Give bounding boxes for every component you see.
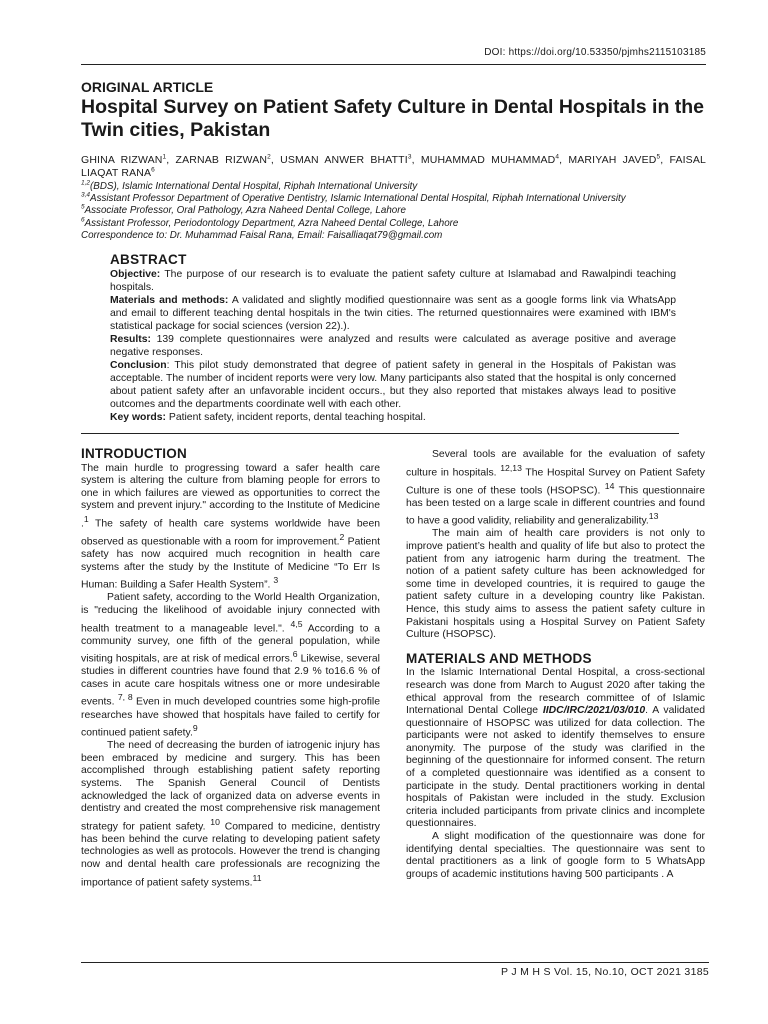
author-affiliation-marker: 4	[555, 153, 560, 161]
intro-paragraph: The main hurdle to progressing toward a safer health care system is altering the culture from blaming people for errors to one in which failures are viewed as opportunities to correct the system and prevent injury." according to the Institute of Medicine .$^1$ The safety of health care systems worldwide have been observed as questionable with a room for improvement.$^2$ Patient safety has now acquired much recognition in health care systems after the study by the Institute of Medicine “To Err Is Human: Building a Safer Health System”. $^3$	[81, 462, 380, 591]
author-affiliation-marker: 2	[267, 153, 271, 161]
citation: 10	[210, 816, 220, 827]
methods-paragraph: In the Islamic International Dental Hospital, a cross-sectional research was done from March to August 2020 after taking the ethical approval from the research committee of of Islamic International Dental College IIDC/IRC/2021/03/010. A validated questionnaire of HSOPSC was utilized for data collection. The participants were not asked to identify themselves to ensure anonymity. The purpose of the study was clarified in the beginning of the questionnaire for informed consent. The return of a completed questionnaire was identified as a consent to participate in the study. Dental practitioners working in dental hospitals of Pakistan were included in the study. Exclusion criteria included participants from private clinics and incomplete questionnaires.	[406, 667, 705, 830]
footer-rule	[81, 962, 709, 963]
author-affiliation-marker: 6	[151, 166, 155, 174]
abstract-conclusion: Conclusion: This pilot study demonstrated that degree of patient safety in general in the Hospitals of Pakistan was acceptable. The number of incident reports were very low. Many participants also stated that the hospital is only concerned about patient safety after an unfavorable incident occurs., but they also reported that mistakes always lead to positive outcomes and the departments coordinate well with each other.	[110, 360, 676, 410]
abstract-results: Results: 139 complete questionnaires were analyzed and results were calculated as average positive and average negative responses.	[110, 334, 676, 358]
left-column	[81, 448, 380, 890]
author-name: MARIYAH JAVED	[568, 154, 657, 166]
abstract-keywords: Key words: Patient safety, incident reports, dental teaching hospital.	[110, 412, 426, 423]
introduction-heading: INTRODUCTION	[81, 446, 187, 461]
author-name: FAISAL LIAQAT RANA	[81, 154, 706, 179]
citation: 6	[292, 649, 298, 660]
methods-paragraph: A slight modification of the questionnaire was done for identifying dental specialties. The questionnaire was sent to dental practitioners as a link of google form to 5 WhatsApp groups of academic institutions having 500 participants . A	[406, 831, 705, 880]
citation: 2	[339, 532, 345, 543]
right-column	[406, 449, 705, 881]
article-title: Hospital Survey on Patient Safety Culture in Dental Hospitals in the Twin cities, Pakistan	[81, 96, 705, 141]
author-name: GHINA RIZWAN	[81, 154, 163, 166]
abstract-methods: Materials and methods: A validated and slightly modified questionnaire was sent as a google forms link via WhatsApp and email to different teaching dental hospitals in the twin cities. The returned questionnaires were examined with IBM's statistical package for social sciences (version 22).).	[110, 295, 676, 332]
journal-footer: P J M H S Vol. 15, No.10, OCT 2021 3185	[500, 966, 709, 978]
intro-paragraph: The need of decreasing the burden of iatrogenic injury has been embraced by medicine and surgery. This has been accomplished through establishing patient safety reporting systems. The Spanish General Council of Dentists acknowledged the lack of organized data on adverse events in dentistry and created the most comprehensive risk management strategy for patient safety. $^{10}$ Compared to medicine, dentistry has been behind the curve relating to developing patient safety technologies as well as protocols. However the trend is changing now and dental health care professionals are recognizing the importance of patient safety systems.$^{11}$	[81, 740, 380, 889]
abstract-heading: ABSTRACT	[110, 252, 187, 267]
doi-link[interactable]: DOI: https://doi.org/10.53350/pjmhs2115103185	[484, 47, 706, 58]
methods-heading: MATERIALS AND METHODS	[406, 650, 592, 666]
abstract-rule	[81, 433, 679, 434]
affiliation-line: $^{1,2}$(BDS), Islamic International Dental Hospital, Riphah International University	[81, 179, 418, 192]
citation: 7, 8	[117, 692, 133, 703]
affiliation-line: $^{3,4}$Assistant Professor Department of Operative Dentistry, Islamic International Dental Hospital, Riphah International University	[81, 191, 626, 205]
citation: 14	[604, 480, 615, 491]
header-rule	[81, 64, 706, 65]
citation: 4,5	[290, 618, 303, 629]
intro-paragraph: Patient safety, according to the World Health Organization, is "reducing the likelihood of avoidable injury connected with health treatment to a manageable level.". $^{4,5}$ According to a community survey, one fifth of the general population, while visiting hospitals, are at risk of medical errors.$^6$ Likewise, several studies in different countries have found that 2.9 % to16.6 % of cases in acute care hospitals witness one or more undesirable events. $^{7, 8}$ Even in much developed countries some high-profile researches have showed that hospitals have failed to certify for continued patient safety.$^9$	[81, 592, 380, 739]
ethics-reference: IIDC/IRC/2021/03/010	[542, 705, 646, 717]
abstract-objective: Objective: The purpose of our research is to evaluate the patient safety culture at Islamabad and Rawalpindi teaching hospitals.	[110, 269, 676, 293]
affiliation-line: $^6$Assistant Professor, Periodontology Department, Azra Naheed Dental College, Lahore	[81, 216, 459, 229]
author-name: ZARNAB RIZWAN	[175, 154, 268, 166]
correspondence-line: Correspondence to: Dr. Muhammad Faisal Rana, Email: Faisalliaqat79@gmail.com	[81, 229, 443, 241]
abstract-section	[110, 253, 676, 424]
author-name: MUHAMMAD MUHAMMAD	[420, 154, 556, 166]
citation: 13	[648, 511, 659, 522]
citation: 11	[252, 872, 262, 883]
affiliations	[81, 181, 706, 242]
intro-paragraph: The main aim of health care providers is not only to improve patient’s health and quality of life but also to protect the patient from any iatrogenic harm during the treatment. The notion of a patient safety culture has been acknowledged for some time in developed countries, it is required to gauge the patient safety culture in a developing country like Pakistan. Hence, this study aims to assess the patient safety culture in Pakistani hospitals using a Hospital Survey on Patient Safety Culture (HSOPSC).	[406, 528, 705, 641]
citation: 3	[273, 575, 279, 586]
citation: 12,13	[500, 462, 522, 473]
author-list: GHINA RIZWAN$^1$, ZARNAB RIZWAN$^2$, USMAN ANWER BHATTI$^3$, MUHAMMAD MUHAMMAD$^4$, MARIYAH JAVED$^5$, FAISAL LIAQAT RANA$^6$	[81, 153, 706, 179]
article-type-label: ORIGINAL ARTICLE	[81, 79, 214, 95]
affiliation-line: $^5$Associate Professor, Oral Pathology, Azra Naheed Dental College, Lahore	[81, 204, 406, 217]
intro-paragraph: Several tools are available for the evaluation of safety culture in hospitals. $^{12,13}$ The Hospital Survey on Patient Safety Culture is one of these tools (HSOPSC). $^{14}$ This questionnaire has been tested on a large scale in different countries and found to have a good validity, reliability and generalizability.$^{13}$	[406, 449, 706, 527]
author-affiliation-marker: 3	[407, 153, 412, 161]
author-affiliation-marker: 1	[162, 153, 167, 161]
citation: 9	[192, 723, 198, 734]
citation: 1	[83, 513, 89, 524]
author-name: USMAN ANWER BHATTI	[280, 154, 408, 166]
author-affiliation-marker: 5	[656, 153, 661, 161]
